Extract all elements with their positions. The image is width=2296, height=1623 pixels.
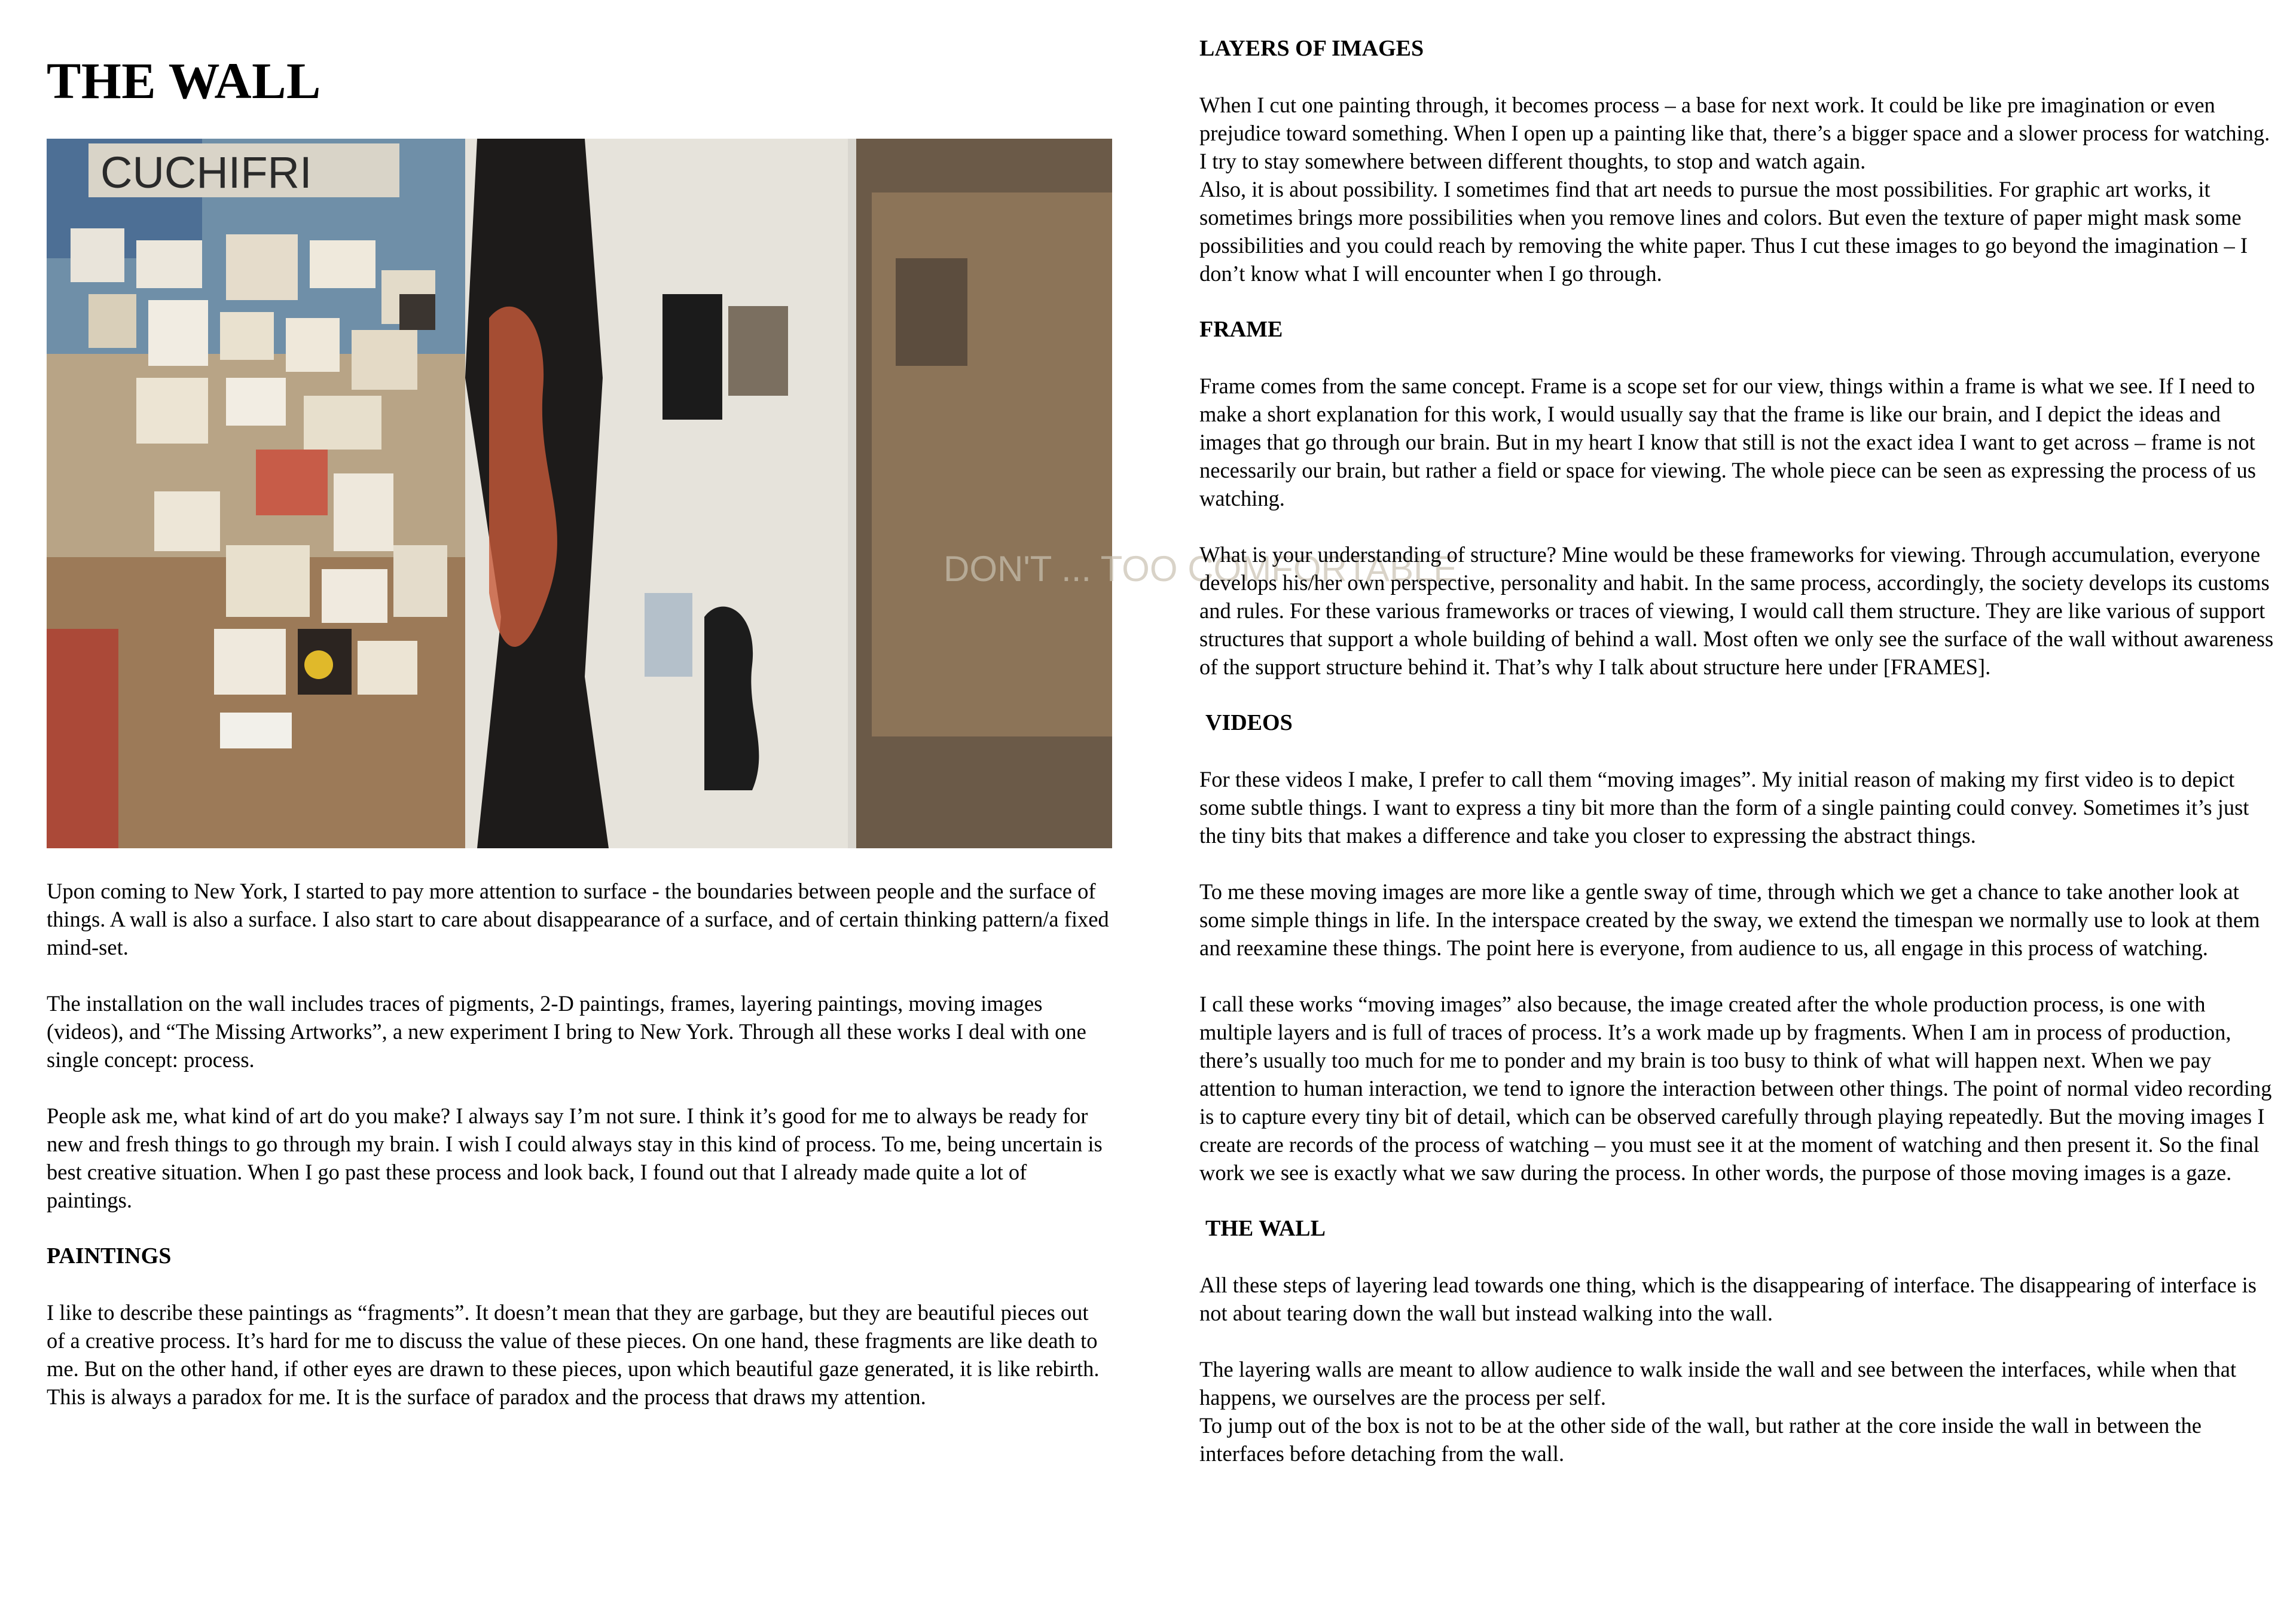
page-title: THE WALL bbox=[47, 52, 321, 109]
frame-heading: FRAME bbox=[1199, 317, 1283, 342]
intro-paragraph-3: People ask me, what kind of art do you make? I always say I’m not sure. I think it’s good for me to always be ready for new and fresh things to go through my brain. I wish I could always stay in this kind of process. To me, being uncertain is best creative situation. When I go past these process and look back, I found out that I already made quite a lot of paintings. bbox=[47, 1104, 1103, 1212]
wall-paragraph-3: To jump out of the box is not to be at the other side of the wall, but rather at the core inside the wall in between the interfaces before detaching from the wall. bbox=[1199, 1413, 2202, 1466]
intro-paragraph-2: The installation on the wall includes traces of pigments, 2-D paintings, frames, layering paintings, moving images (videos), and “The Missing Artworks”, a new experiment I bring to New York. Through all these works I deal with one single concept: process. bbox=[47, 991, 1086, 1072]
frame-paragraph-1: Frame comes from the same concept. Frame is a scope set for our view, things within a frame is what we see. If I need to make a short explanation for this work, I would usually say that the frame is like our brain, and I depict the ideas and images that go through our brain. But in my heart I know that still is not the exact idea I want to get across – frame is not necessarily our brain, but rather a field or space for viewing. The whole piece can be seen as expressing the process of us watching. bbox=[1199, 374, 2256, 511]
videos-paragraph-1: For these videos I make, I prefer to call them “moving images”. My initial reason of making my first video is to depict some subtle things. I want to express a tiny bit more than the form of a single painting could convey. Sometimes it’s just the tiny bits that makes a difference and take you closer to expressing the abstract things. bbox=[1199, 767, 2249, 848]
layers-paragraph-2: Also, it is about possibility. I sometimes find that art needs to pursue the most possibilities. For graphic art works, it sometimes brings more possibilities when you remove lines and colors. But even the texture of paper might mask some possibilities and you could reach by removing the white paper. Thus I cut these images to go beyond the imagination – I don’t know what I will encounter when I go through. bbox=[1199, 177, 2248, 286]
wall-writing: DON'T ... TOO COMFORTABLE bbox=[944, 549, 1458, 589]
layers-paragraph-1: When I cut one painting through, it becomes process – a base for next work. It could be like pre imagination or even prejudice toward something. When I open up a painting like that, there’s a bigger space and a slower process for watching. I try to stay somewhere between different thoughts, to stop and watch again. bbox=[1199, 93, 2270, 173]
frame-paragraph-2: What is your understanding of structure? Mine would be these frameworks for viewing. Through accumulation, everyone develops his/her own perspective, personality and habit. In the same process, accordingly, the society develops its customs and rules. For these various frameworks or traces of viewing, I would call them structure. They are like various of support structures that support a whole building of behind a wall. Most often we only see the surface of the wall without awareness of the support structure behind it. That’s why I talk about structure here under [FRAMES]. bbox=[1199, 542, 2274, 679]
left-text bbox=[47, 877, 1112, 1411]
videos-heading: VIDEOS bbox=[1205, 710, 1293, 735]
intro-paragraph-1: Upon coming to New York, I started to pay more attention to surface - the boundaries between people and the surface of things. A wall is also a surface. I also start to care about disappearance of a surface, and of certain thinking pattern/a fixed mind-set. bbox=[47, 879, 1109, 959]
wall-paragraph-2: The layering walls are meant to allow audience to walk inside the wall and see between the interfaces, while when that happens, we ourselves are the process per self. bbox=[1199, 1357, 2237, 1410]
layers-heading: LAYERS OF IMAGES bbox=[1199, 36, 1424, 61]
paintings-heading: PAINTINGS bbox=[47, 1243, 172, 1269]
wall-paragraph-1: All these steps of layering lead towards one thing, which is the disappearing of interface. The disappearing of interface is not about tearing down the wall but instead walking into the wall. bbox=[1199, 1273, 2257, 1325]
videos-paragraph-2: To me these moving images are more like a gentle sway of time, through which we get a chance to take another look at some simple things in life. In the interspace created by the sway, we extend the timespan we normally use to look at them and reexamine these things. The point here is everyone, from audience to us, all engage in this process of watching. bbox=[1199, 879, 2260, 960]
wall-heading: THE WALL bbox=[1205, 1216, 1326, 1241]
videos-paragraph-3: I call these works “moving images” also because, the image created after the whole production process, is one with multiple layers and is full of traces of process. It’s a work made up by fragments. When I am in process of production, there’s usually too much for me to ponder and my brain is too busy to think of what will happen next. When we pay attention to human interaction, we tend to ignore the interaction between other things. The point of normal video recording is to capture every tiny bit of detail, which can be observed carefully through playing repeatedly. But the moving images I create are records of the process of watching – you must see it at the moment of watching and then present it. So the final work we see is exactly what we saw during the process. In other words, the purpose of those moving images is a gaze. bbox=[1199, 992, 2272, 1185]
wall-lettering: CUCHIFRI bbox=[100, 148, 312, 197]
paintings-paragraph: I like to describe these paintings as “fragments”. It doesn’t mean that they are garbage, but they are beautiful pieces out of a creative process. It’s hard for me to discuss the value of these pieces. On one hand, these fragments are like death to me. But on the other hand, if other eyes are drawn to these pieces, upon which beautiful gaze generated, it is like rebirth. This is always a paradox for me. It is the surface of paradox and the process that draws my attention. bbox=[47, 1300, 1100, 1409]
right-column bbox=[1199, 35, 2276, 1468]
